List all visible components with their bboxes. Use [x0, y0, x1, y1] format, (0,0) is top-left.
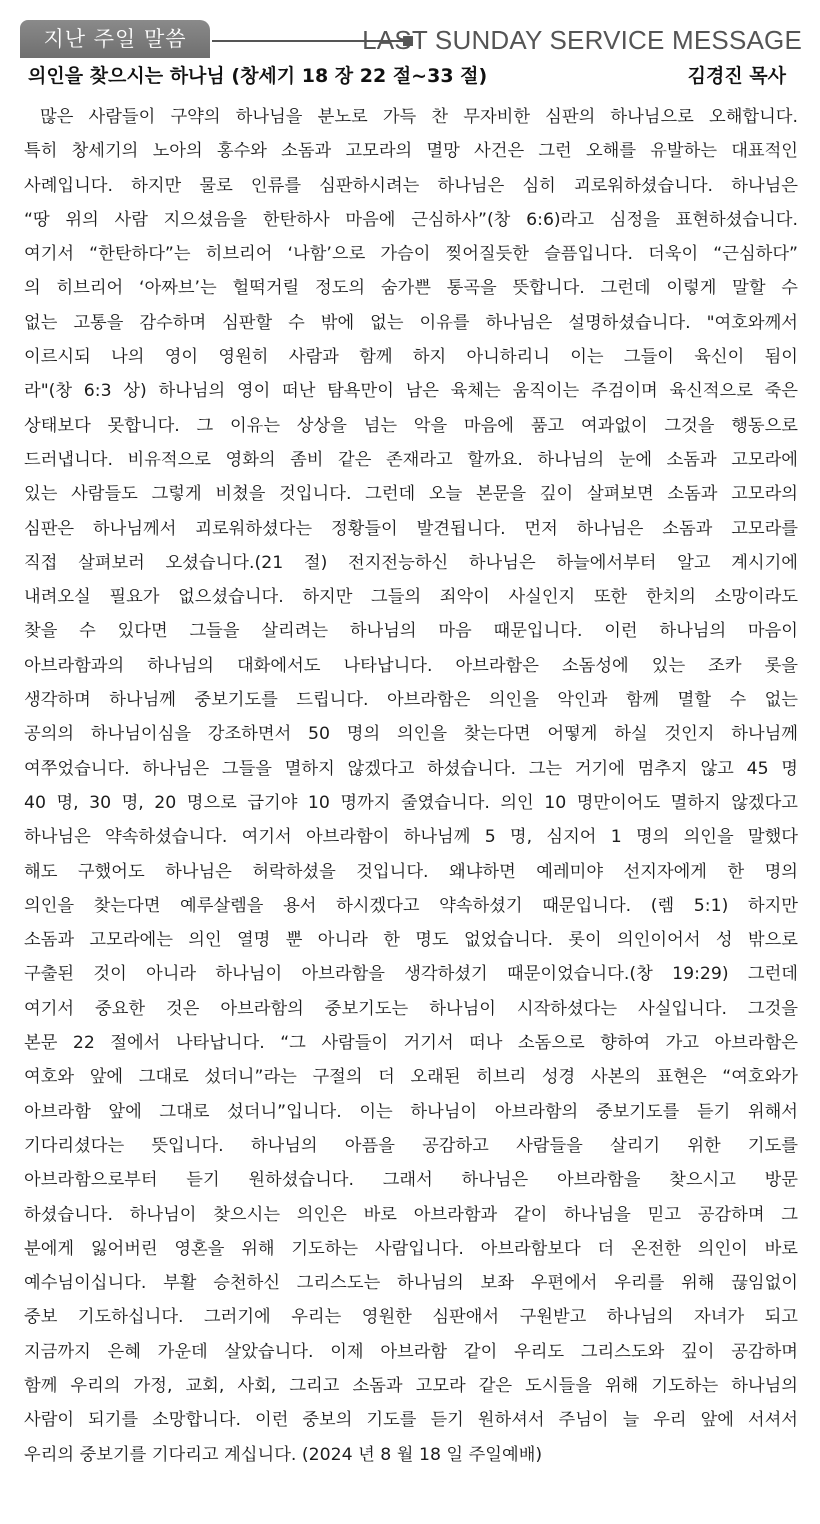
body-line: 생각하며 하나님께 중보기도를 드립니다. 아브라함은 의인을 악인과 함께 멸할 수 없는 — [24, 690, 798, 711]
body-line: 직접 살펴보러 오셨습니다.(21 절) 전지전능하신 하나님은 하늘에서부터 알고 계시기에 — [24, 552, 798, 573]
body-line: 여호와 앞에 그대로 섰더니”라는 구절의 더 오래된 히브리 성경 사본의 표현은 “여호와가 — [24, 1067, 798, 1088]
body-line: 소돔과 고모라에는 의인 열명 뿐 아니라 한 명도 없었습니다. 롯이 의인이어서 성 밖으로 — [24, 930, 798, 951]
body-line: 심판은 하나님께서 괴로워하셨다는 정황들이 발견됩니다. 먼저 하나님은 소돔과 고모라를 — [24, 518, 798, 539]
sermon-title-row — [28, 62, 800, 90]
body-line: 여기서 “한탄하다”는 히브리어 ‘나함’으로 가슴이 찢어질듯한 슬픔입니다. 더욱이 “근심하다” — [24, 244, 798, 265]
body-line: 많은 사람들이 구약의 하나님을 분노로 가득 찬 무자비한 심판의 하나님으로 오해합니다. — [40, 107, 798, 127]
body-line: 중보 기도하십니다. 그러기에 우리는 영원한 심판애서 구원받고 하나님의 자녀가 되고 — [24, 1307, 798, 1328]
body-line: 아브라함과의 하나님의 대화에서도 나타납니다. 아브라함은 소돔성에 있는 조카 롯을 — [24, 655, 798, 676]
body-line: 상태보다 못합니다. 그 이유는 상상을 넘는 악을 마음에 품고 여과없이 그것을 행동으로 — [24, 415, 798, 436]
section-header — [20, 20, 802, 60]
body-line: 의 히브리어 ‘아짜브’는 헐떡거릴 정도의 숨가쁜 통곡을 뜻합니다. 그런데 이렇게 말할 수 — [24, 278, 798, 299]
body-line: 사례입니다. 하지만 물로 인류를 심판하시려는 하나님은 심히 괴로워하셨습니다. 하나님은 — [24, 175, 798, 196]
sermon-author: 김경진 목사 — [687, 65, 786, 87]
body-line: 기다리셨다는 뜻입니다. 하나님의 아픔을 공감하고 사람들을 살리기 위한 기도를 — [24, 1135, 798, 1156]
body-line: 없는 고통을 감수하며 심판할 수 밖에 없는 이유를 하나님은 설명하셨습니다. "여호와께서 — [24, 312, 798, 333]
body-line: 드러냅니다. 비유적으로 영화의 좀비 같은 존재라고 할까요. 하나님의 눈에 소돔과 고모라에 — [24, 449, 798, 470]
body-line: 여기서 중요한 것은 아브라함의 중보기도는 하나님이 시작하셨다는 사실입니다. 그것을 — [24, 998, 798, 1019]
body-line: “땅 위의 사람 지으셨음을 한탄하사 마음에 근심하사”(창 6:6)라고 심정을 표현하셨습니다. — [24, 209, 798, 230]
body-line: 하셨습니다. 하나님이 찾으시는 의인은 바로 아브라함과 같이 하나님을 믿고 공감하며 그 — [24, 1204, 798, 1225]
body-line: 사람이 되기를 소망합니다. 이런 중보의 기도를 듣기 원하셔서 주님이 늘 우리 앞에 서셔서 — [24, 1410, 798, 1431]
sermon-title: 의인을 찾으시는 하나님 (창세기 18 장 22 절~33 절) — [28, 65, 488, 87]
body-line: 함께 우리의 가정, 교회, 사회, 그리고 소돔과 고모라 같은 도시들을 위해 기도하는 하나님의 — [24, 1375, 798, 1396]
body-line: 의인을 찾는다면 예루살렘을 용서 하시겠다고 약속하셨기 때문입니다. (렘 5:1) 하지만 — [24, 895, 798, 916]
body-line: 찾을 수 있다면 그들을 살리려는 하나님의 마음 때문입니다. 이런 하나님의 마음이 — [24, 621, 798, 642]
body-line: 특히 창세기의 노아의 홍수와 소돔과 고모라의 멸망 사건은 그런 오해를 유발하는 대표적인 — [24, 141, 798, 162]
body-line: 아브라함으로부터 듣기 원하셨습니다. 그래서 하나님은 아브라함을 찾으시고 방문 — [24, 1170, 798, 1191]
body-line: 내려오실 필요가 없으셨습니다. 하지만 그들의 죄악이 사실인지 또한 한치의 소망이라도 — [24, 587, 798, 608]
body-line: 하나님은 약속하셨습니다. 여기서 아브라함이 하나님께 5 명, 심지어 1 명의 의인을 말했다 — [24, 827, 798, 848]
body-line: 지금까지 은혜 가운데 살았습니다. 이제 아브라함 같이 우리도 그리스도와 깊이 공감하며 — [24, 1341, 798, 1362]
body-line: 본문 22 절에서 나타납니다. “그 사람들이 거기서 떠나 소돔으로 향하여 가고 아브라함은 — [24, 1033, 798, 1054]
body-line: 40 명, 30 명, 20 명으로 급기야 10 명까지 줄였습니다. 의인 10 명만이어도 멸하지 않겠다고 — [24, 792, 798, 813]
body-line: 분에게 잃어버린 영혼을 위해 기도하는 사람입니다. 아브라함보다 더 온전한 의인이 바로 — [24, 1238, 798, 1259]
body-line: 예수님이십니다. 부활 승천하신 그리스도는 하나님의 보좌 우편에서 우리를 위해 끊임없이 — [24, 1273, 798, 1294]
body-line: 있는 사람들도 그렇게 비쳤을 것입니다. 그런데 오늘 본문을 깊이 살펴보면 소돔과 고모라의 — [24, 484, 798, 505]
sermon-body — [24, 100, 798, 1472]
body-line: 여쭈었습니다. 하나님은 그들을 멸하지 않겠다고 하셨습니다. 그는 거기에 멈추지 않고 45 명 — [24, 758, 798, 779]
body-line: 해도 구했어도 하나님은 허락하셨을 것입니다. 왜냐하면 예레미야 선지자에게 한 명의 — [24, 861, 798, 882]
body-line: 아브라함 앞에 그대로 섰더니”입니다. 이는 하나님이 아브라함의 중보기도를 듣기 위해서 — [24, 1101, 798, 1122]
english-section-title: LAST SUNDAY SERVICE MESSAGE — [362, 25, 802, 55]
body-line: 구출된 것이 아니라 하나님이 아브라함을 생각하셨기 때문이었습니다.(창 19:29) 그런데 — [24, 964, 798, 985]
section-tab-label: 지난 주일 말씀 — [20, 20, 210, 58]
body-line: 이르시되 나의 영이 영원히 사람과 함께 하지 아니하리니 이는 그들이 육신이 됨이 — [24, 347, 798, 368]
body-line: 우리의 중보기를 기다리고 계십니다. (2024 년 8 월 18 일 주일예배) — [24, 1444, 543, 1465]
body-line: 공의의 하나님이심을 강조하면서 50 명의 의인을 찾는다면 어떻게 하실 것인지 하나님께 — [24, 724, 798, 745]
body-line: 라"(창 6:3 상) 하나님의 영이 떠난 탐욕만이 남은 육체는 움직이는 주검이며 육신적으로 죽은 — [24, 381, 798, 402]
